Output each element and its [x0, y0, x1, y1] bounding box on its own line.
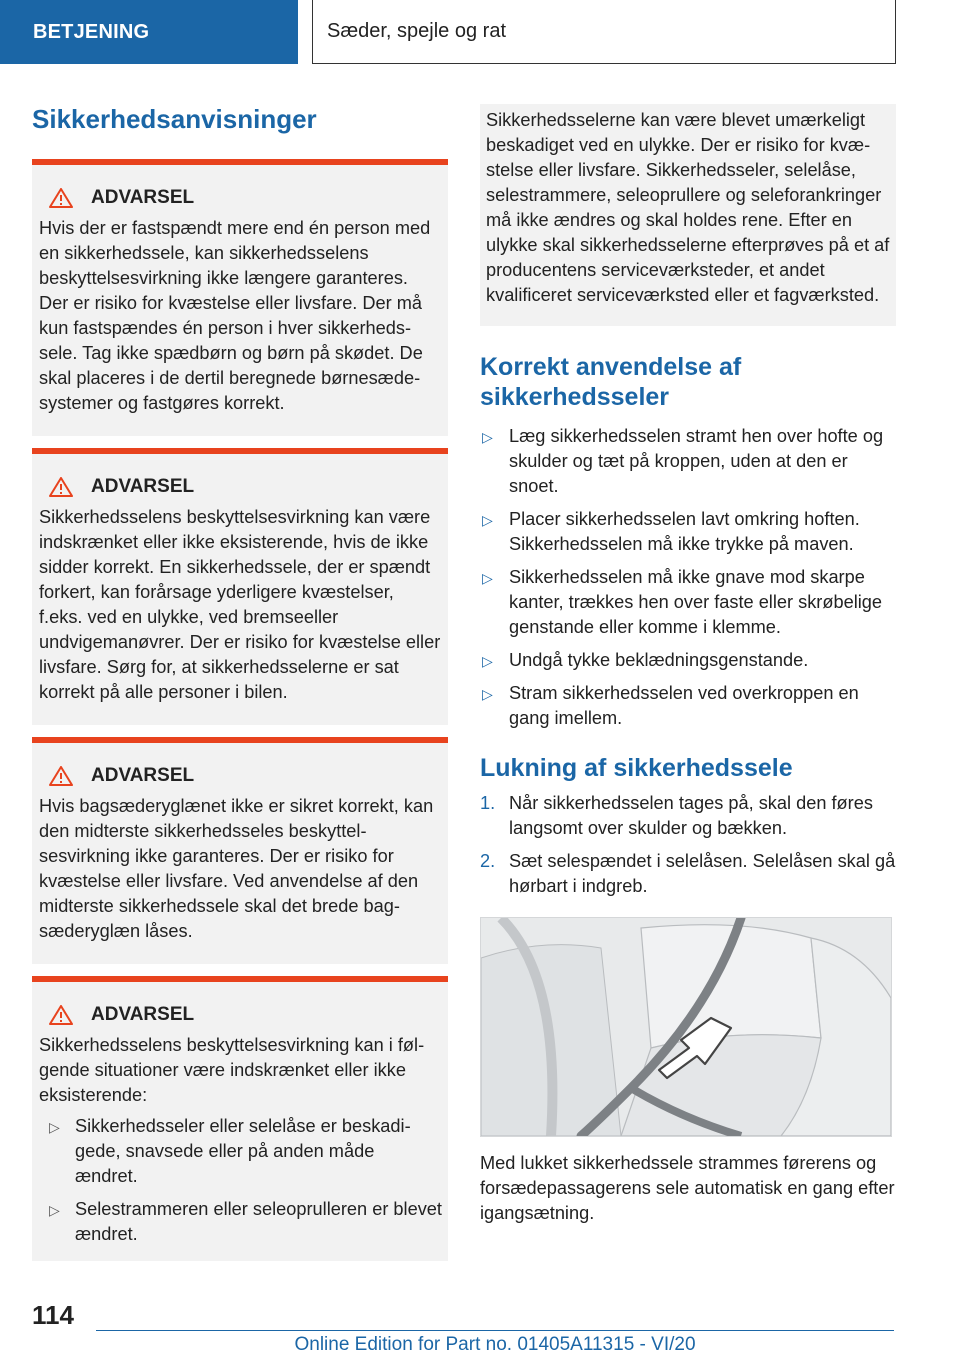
list-item-text: Sikkerhedsseler eller selelåse er beskadigede, snavsede eller på anden måde ændret.: [75, 1116, 411, 1187]
list-item: [39, 1197, 442, 1247]
section-heading: Lukning af sikkerhedssele: [480, 754, 793, 782]
warning-triangle-icon: [49, 188, 73, 208]
list-item-text: Undgå tykke beklædningsgenstande.: [509, 650, 809, 670]
step-number: 2.: [480, 851, 496, 871]
steps-list: [480, 791, 896, 899]
figure-caption: Med lukket sikkerhedssele strammes førerens og forsædepassagerens sele automatisk en gang efter igangsætning.: [480, 1153, 895, 1223]
list-item: [480, 648, 896, 673]
list-item-text: Selestrammeren eller seleoprulleren er blevet ændret.: [75, 1199, 442, 1245]
triangle-bullet-icon: ▷: [482, 570, 493, 586]
warning-title: [39, 763, 442, 788]
section-tab: [0, 0, 298, 64]
section-title: BETJENING: [33, 20, 150, 43]
page-title: Sikkerhedsanvisninger: [32, 104, 317, 134]
triangle-bullet-icon: ▷: [482, 653, 493, 669]
warning-label: ADVARSEL: [91, 476, 195, 498]
warning-text: Sikkerhedsselens beskyttelsesvirkning kan i følgende situationer være indskrænket eller ikke eksisterende:: [39, 1035, 425, 1106]
triangle-bullet-icon: ▷: [49, 1119, 60, 1136]
triangle-bullet-icon: ▷: [49, 1202, 60, 1219]
seatbelt-illustration-image: [481, 918, 891, 1136]
warning-label: ADVARSEL: [91, 1004, 195, 1026]
warning-label: ADVARSEL: [91, 187, 195, 209]
list-item-text: Placer sikkerhedsselen lavt omkring hoften. Sikkerhedsselen må ikke trykke på maven.: [509, 509, 860, 554]
warning-box-1: [32, 159, 448, 436]
right-column: [480, 104, 896, 1226]
warning-text: Hvis bagsæderyglænet ikke er sikret korrekt, kan den midterste sikkerhedsseles beskyttelsesvirkning ikke garanteres. Der er risiko for kvæstelse eller livsfare. Ved anvendelse af den midterste sikkerhedssele skal det brede bagsæderyglæn låses.: [39, 796, 434, 942]
list-item-text: Sikkerhedsselen må ikke gnave mod skarpe kanter, trækkes hen over faste eller skrøbelige genstande eller komme i klemme.: [509, 567, 883, 637]
list-item: [480, 791, 896, 841]
triangle-bullet-icon: ▷: [482, 512, 493, 528]
warning-box-4: [32, 976, 448, 1261]
step-number: 1.: [480, 793, 496, 813]
warning-triangle-icon: [49, 766, 73, 786]
warning-box-2: [32, 448, 448, 725]
list-item-text: Sæt selespændet i selelåsen. Selelåsen skal gå hørbart i indgreb.: [509, 851, 896, 896]
warning-bullet-list: [39, 1114, 442, 1247]
warning-title: [39, 1002, 442, 1027]
warning-title: [39, 474, 442, 499]
left-column: [32, 96, 448, 1261]
warning-label: ADVARSEL: [91, 765, 195, 787]
chapter-title: Sæder, spejle og rat: [327, 20, 506, 42]
page-number: 114: [32, 1300, 74, 1330]
warning-title: [39, 185, 442, 210]
footer-edition: Online Edition for Part no. 01405A11315 - VI/20: [294, 1334, 696, 1355]
list-item-text: Stram sikkerhedsselen ved overkroppen en gang imellem.: [509, 683, 859, 728]
triangle-bullet-icon: ▷: [482, 429, 493, 445]
section-heading: Korrekt anvendelse af sikkerhedsseler: [480, 353, 742, 411]
usage-list: [480, 424, 896, 731]
list-item: [480, 849, 896, 899]
triangle-bullet-icon: ▷: [482, 686, 493, 702]
list-item: [480, 424, 896, 499]
list-item: [480, 565, 896, 640]
list-item: [480, 681, 896, 731]
warning-triangle-icon: [49, 477, 73, 497]
list-item: [480, 507, 896, 557]
warning-box-3: [32, 737, 448, 964]
chapter-header: [312, 0, 896, 64]
warning-text: Hvis der er fastspændt mere end én person med en sikkerhedssele, kan sikkerhedsselens beskyttelsesvirkning ikke længere garanteres. Der er risiko for kvæstelse eller livsfare. Der må kun fastspændes én person i hver sikkerhedssele. Tag ikke spædbørn og børn på skødet. De skal placeres i de dertil beregnede børnesædesystemer og fastgøres korrekt.: [39, 218, 431, 414]
warning-triangle-icon: [49, 1005, 73, 1025]
list-item-text: Læg sikkerhedsselen stramt hen over hofte og skulder og tæt på kroppen, uden at den er snoet.: [509, 426, 884, 496]
seatbelt-illustration: [480, 917, 892, 1137]
list-item-text: Når sikkerhedsselen tages på, skal den føres langsomt over skulder og bækken.: [509, 793, 873, 838]
warning-text: Sikkerhedsselens beskyttelsesvirkning kan være indskrænket eller ikke eksisterende, hvis de ikke sidder korrekt. En sikkerhedssele, der er spændt forkert, kan forårsage yderligere kvæstelser, f.eks. ved en ulykke, ved bremseeller undvigemanøvrer. Der er risiko for kvæstelse eller livsfare. Sørg for, at sikkerhedsselerne er sat korrekt på alle personer i bilen.: [39, 507, 441, 703]
list-item: [39, 1114, 442, 1189]
continued-warning-text: Sikkerhedsselerne kan være blevet umærkeligt beskadiget ved en ulykke. Der er risiko for kvæstelse eller livsfare. Sikkerhedsseler, selelåse, selestrammere, seleoprullere og seleforankringer må ikke ændres og skal holdes rene. Efter en ulykke skal sikkerhedsselerne efterprøves på et af producentens serviceværksteder, et andet kvalificeret serviceværksted eller et fagværksted.: [480, 104, 896, 326]
